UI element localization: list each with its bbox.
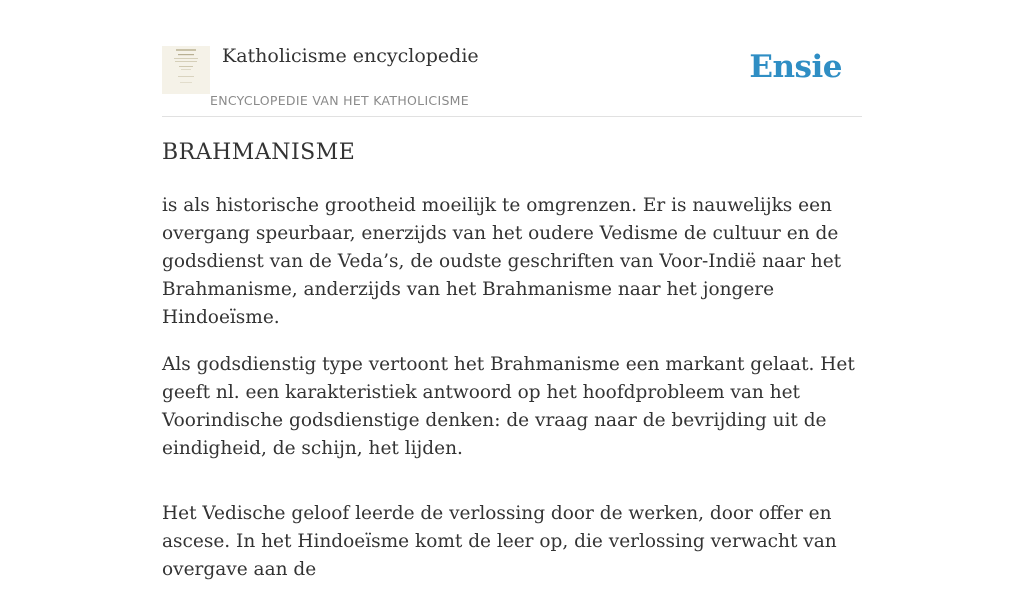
page (162, 0, 862, 580)
article-paragraph: Het Vedische geloof leerde de verlossing door de werken, door offer en ascese. In het Hindoeïsme komt de leer op, die verlossing verwacht van overgave aan de (162, 503, 837, 580)
article-paragraph: Als godsdienstig type vertoont het Brahmanisme een markant gelaat. Het geeft nl. een karakteristiek antwoord op het hoofdprobleem van het Voorindische godsdienstige denken: de vraag naar de bevrijding uit de eindigheid, de schijn, het lijden. (162, 354, 855, 459)
site-header (162, 0, 862, 117)
encyclopedia-logo[interactable] (162, 46, 210, 94)
site-subtitle: ENCYCLOPEDIE VAN HET KATHOLICISME (210, 93, 469, 108)
book-cover-icon (162, 46, 210, 94)
article-title: BRAHMANISME (162, 140, 356, 165)
site-title[interactable]: Katholicisme encyclopedie (222, 45, 479, 67)
ensie-brand-link[interactable]: Ensie (749, 49, 842, 85)
article-paragraph: is als historische grootheid moeilijk te omgrenzen. Er is nauwelijks een overgang speurbaar, enerzijds van het oudere Vedisme de cultuur en de godsdienst van de Veda’s, de oudste geschriften van Voor-Indië naar het Brahmanisme, anderzijds van het Brahmanisme naar het jongere Hindoeïsme. (162, 195, 842, 328)
article-body (162, 192, 866, 603)
